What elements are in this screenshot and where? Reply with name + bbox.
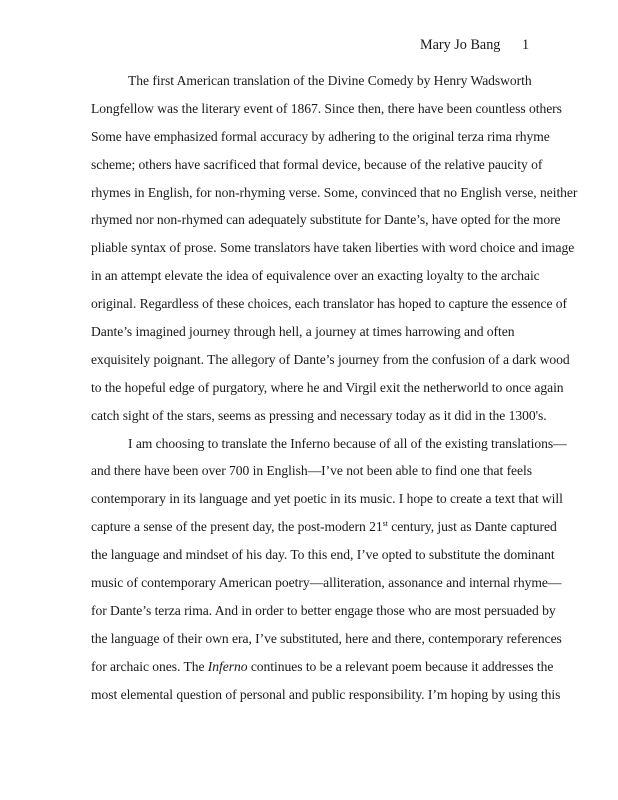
text-line: to the hopeful edge of purgatory, where he and Virgil exit the netherworld to once again [91, 379, 564, 395]
text-line: catch sight of the stars, seems as pressing and necessary today as it did in the 1300's. [91, 407, 547, 423]
body-text [91, 71, 578, 712]
text-segment: continues to be a relevant poem because it addresses the [247, 658, 554, 674]
text-line: original. Regardless of these choices, each translator has hoped to capture the essence of [91, 296, 568, 312]
text-line: Some have emphasized formal accuracy by adhering to the original terza rima rhyme [91, 128, 550, 144]
paragraph-1 [91, 71, 578, 434]
text-line: Longfellow was the literary event of 1867. Since then, there have been countless others [91, 100, 562, 116]
text-line: for Dante’s terza rima. And in order to better engage those who are most persuaded by [91, 602, 556, 618]
text-segment: for archaic ones. The [91, 658, 208, 674]
text-line: pliable syntax of prose. Some translators have taken liberties with word choice and image [91, 240, 575, 256]
header-author: Mary Jo Bang [420, 37, 501, 53]
text-line: most elemental question of personal and public responsibility. I’m hoping by using this [91, 686, 561, 702]
text-line: in an attempt elevate the idea of equivalence over an exacting loyalty to the archaic [91, 268, 540, 284]
text-segment: century, just as Dante captured [387, 519, 557, 535]
running-header [420, 37, 600, 55]
text-line: contemporary in its language and yet poetic in its music. I hope to create a text that will [91, 491, 563, 507]
text-line: I am choosing to translate the Inferno because of all of the existing translations— [128, 435, 567, 451]
text-line: The first American translation of the Divine Comedy by Henry Wadsworth [128, 73, 532, 88]
text-line: rhymed nor non-rhymed can adequately substitute for Dante’s, have opted for the more [91, 212, 561, 228]
text-line: exquisitely poignant. The allegory of Dante’s journey from the confusion of a dark wood [91, 351, 570, 367]
text-line: the language of their own era, I’ve substituted, here and there, contemporary references [91, 630, 562, 646]
text-line: and there have been over 700 in English—I’ve not been able to find one that feels [91, 463, 532, 479]
text-line: rhymes in English, for non-rhyming verse. Some, convinced that no English verse, neither [91, 184, 578, 200]
text-line: scheme; others have sacrificed that formal device, because of the relative paucity of [91, 156, 543, 172]
text-line: Dante’s imagined journey through hell, a journey at times harrowing and often [91, 324, 515, 340]
page-number: 1 [522, 37, 530, 53]
text-line-with-superscript [91, 517, 561, 545]
text-segment: capture a sense of the present day, the post-modern 21 [91, 519, 383, 535]
text-line: music of contemporary American poetry—alliteration, assonance and internal rhyme— [91, 575, 562, 591]
paragraph-2 [91, 434, 567, 713]
italic-title: Inferno [207, 658, 248, 674]
text-line: the language and mindset of his day. To this end, I’ve opted to substitute the dominant [91, 547, 555, 563]
ordinal-superscript: st [382, 519, 388, 529]
text-line-with-title [91, 657, 561, 685]
